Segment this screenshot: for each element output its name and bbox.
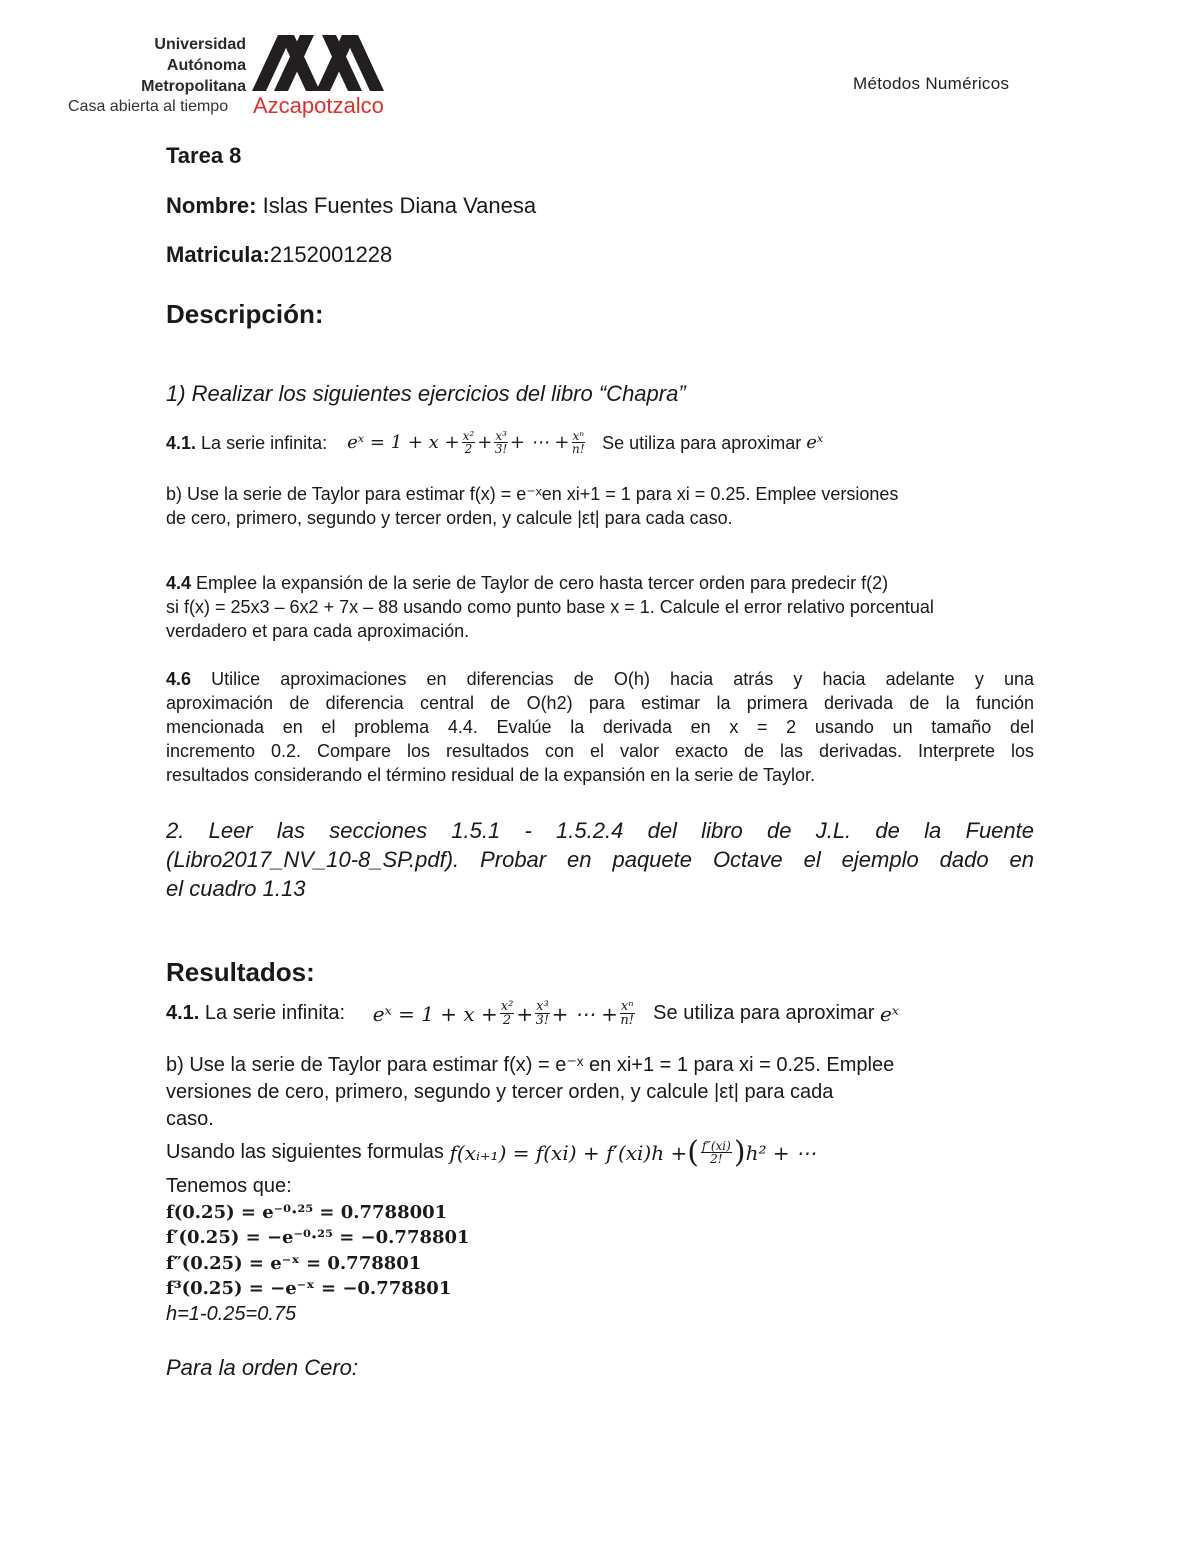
- university-name: [120, 34, 246, 97]
- instruction-2-line-2: (Libro2017_NV_10-8_SP.pdf). Probar en paquete Octave el ejemplo dado en: [166, 847, 1034, 872]
- exercise-4-4: [166, 571, 1034, 643]
- result-4-1-text: La serie infinita:: [204, 1002, 345, 1024]
- result-4-1: 4.1. La serie infinita: eˣ = 1 + x + $\frac{\text{x²}}{2}$ + $\frac{\text{x³}}{3!}$ + ⋯ + $\frac{\text{xⁿ}}{n!}$ Se utiliza para aproximar eˣ: [166, 999, 899, 1028]
- instruction-1: 1) Realizar los siguientes ejercicios del libro “Chapra”: [166, 381, 686, 406]
- value-line-4: f³(0.25) = −e⁻ˣ = −0.778801: [166, 1278, 452, 1299]
- name-label: Nombre:: [166, 193, 257, 218]
- fraction-numerator: f″(xi): [701, 1139, 731, 1153]
- exercise-4-1-b-line-2: de cero, primero, segundo y tercer orden, y calcule |εt| para cada caso.: [166, 508, 733, 528]
- instruction-2-line-1: 2. Leer las secciones 1.5.1 - 1.5.2.4 del libro de J.L. de la Fuente: [166, 818, 1034, 843]
- formula-intro: Usando las siguientes formulas: [166, 1141, 444, 1163]
- fraction-numerator: x³: [536, 999, 549, 1014]
- series-fraction-2: [494, 430, 508, 455]
- exercise-4-4-number: 4.4: [166, 573, 192, 593]
- matricula-label: Matricula:: [166, 242, 270, 267]
- fraction-numerator: x²: [462, 429, 475, 443]
- exercise-4-6-line-4: incremento 0.2. Compare los resultados con el valor exacto de las derivadas. Interprete los: [166, 741, 1034, 761]
- order-zero-heading: Para la orden Cero:: [166, 1355, 358, 1380]
- fraction-numerator: x²: [500, 999, 514, 1014]
- matricula-line: [166, 242, 1034, 268]
- result-4-1-b: [166, 1052, 1034, 1133]
- fraction-denominator: 3!: [535, 1013, 550, 1028]
- series-suffix-math: eˣ: [806, 431, 824, 453]
- uam-logo-icon: [252, 35, 384, 91]
- task-title: Tarea 8: [166, 143, 242, 168]
- fraction-denominator: 2: [464, 442, 473, 456]
- course-title: Métodos Numéricos: [853, 74, 1010, 93]
- university-line-3: Metropolitana: [141, 78, 246, 95]
- exercise-4-6-number: 4.6: [166, 669, 192, 689]
- formula-fraction: [701, 1140, 732, 1165]
- formula-lhs: f(xᵢ₊₁) = f(xi) + f′(xi)h +: [449, 1140, 688, 1165]
- exercise-4-6-line-2: aproximación de diferencia central de O(h2) para estimar la primera derivada de la función: [166, 693, 1034, 713]
- exercise-4-6-line-3: mencionada en el problema 4.4. Evalúe la derivada en x = 2 usando un tamaño del: [166, 717, 1034, 737]
- result-4-1-b-line-2: versiones de cero, primero, segundo y tercer orden, y calcule |εt| para cada: [166, 1081, 834, 1103]
- value-line-3: f″(0.25) = e⁻ˣ = 0.778801: [166, 1252, 422, 1274]
- result-series-suffix-math: eˣ: [879, 1001, 899, 1026]
- exercise-4-1-b: [166, 482, 1034, 530]
- series-fraction-3: [572, 430, 586, 455]
- university-line-1: Universidad: [154, 36, 246, 53]
- tenemos-line: Tenemos que:: [166, 1175, 292, 1197]
- exercise-4-1-number: 4.1.: [166, 432, 197, 453]
- result-series-fraction-1: [500, 1000, 515, 1027]
- fraction-denominator: n!: [572, 442, 585, 456]
- fraction-denominator: 2: [502, 1013, 512, 1028]
- result-4-1-number: 4.1.: [166, 1002, 200, 1024]
- matricula-value: 2152001228: [269, 242, 393, 267]
- taylor-formula: Usando las siguientes formulas f(xᵢ₊₁) = f(xi) + f′(xi)h + ( $\frac{f''(xi)}{2!}$ ) h² + ⋯: [166, 1135, 816, 1170]
- exercise-4-4-line-3: verdadero et para cada aproximación.: [166, 621, 470, 641]
- formula-tail: h² + ⋯: [745, 1140, 816, 1165]
- description-heading: Descripción:: [166, 299, 324, 329]
- result-series-fraction-3: [620, 1000, 635, 1027]
- series-fraction-1: [462, 430, 476, 455]
- name-value: Islas Fuentes Diana Vanesa: [262, 193, 537, 218]
- results-heading: Resultados:: [166, 957, 315, 987]
- series-lhs: eˣ = 1 + x +: [347, 431, 460, 453]
- results-values: [166, 1174, 1034, 1327]
- university-tagline: Casa abierta al tiempo: [68, 98, 229, 115]
- exercise-4-1-text: La serie infinita:: [201, 432, 328, 453]
- fraction-numerator: xⁿ: [572, 429, 585, 443]
- exercise-4-6: [166, 667, 1034, 787]
- value-line-2: f′(0.25) = −e⁻⁰·²⁵ = −0.778801: [166, 1227, 470, 1248]
- exercise-4-1-b-line-1: b) Use la serie de Taylor para estimar f(x) = e⁻ˣen xi+1 = 1 para xi = 0.25. Emplee versiones: [166, 484, 899, 504]
- h-line: h=1-0.25=0.75: [166, 1302, 297, 1325]
- fraction-numerator: x³: [495, 429, 507, 443]
- result-series-mid: + ⋯ +: [551, 1001, 618, 1026]
- series-mid: + ⋯ +: [509, 431, 570, 453]
- exercise-4-4-line-2: si f(x) = 25x3 – 6x2 + 7x – 88 usando como punto base x = 1. Calcule el error relativo porcentual: [166, 597, 934, 617]
- name-line: [166, 193, 1034, 219]
- result-series-suffix: Se utiliza para aproximar: [653, 1002, 875, 1024]
- instruction-2: [166, 816, 1034, 903]
- exercise-4-6-line-1: Utilice aproximaciones en diferencias de O(h) hacia atrás y hacia adelante y una: [211, 669, 1034, 689]
- university-line-2: Autónoma: [166, 57, 246, 74]
- result-series-fraction-2: [535, 1000, 550, 1027]
- fraction-numerator: xⁿ: [620, 999, 634, 1014]
- series-suffix: Se utiliza para aproximar: [602, 432, 802, 453]
- fraction-denominator: 2!: [710, 1152, 723, 1166]
- result-series-lhs: eˣ = 1 + x +: [372, 1001, 498, 1026]
- value-line-1: f(0.25) = e⁻⁰·²⁵ = 0.7788001: [166, 1201, 448, 1223]
- fraction-denominator: 3!: [494, 442, 508, 456]
- fraction-denominator: n!: [620, 1013, 634, 1028]
- instruction-2-line-3: el cuadro 1.13: [166, 876, 306, 901]
- exercise-4-6-line-5: resultados considerando el término residual de la expansión en la serie de Taylor.: [166, 765, 816, 785]
- exercise-4-4-line-1: Emplee la expansión de la serie de Taylor de cero hasta tercer orden para predecir f(2): [196, 573, 889, 593]
- exercise-4-1: 4.1. La serie infinita: eˣ = 1 + x + $\frac{\text{x²}}{2}$ + $\frac{\text{x³}}{3!}$ + ⋯ + $\frac{\text{xⁿ}}{n!}$ Se utiliza para aproximar eˣ: [166, 429, 824, 456]
- result-4-1-b-line-1: b) Use la serie de Taylor para estimar f(x) = e⁻ˣ en xi+1 = 1 para xi = 0.25. Emplee: [166, 1054, 895, 1076]
- result-4-1-b-line-3: caso.: [166, 1108, 214, 1130]
- campus-name: Azcapotzalco: [253, 93, 384, 118]
